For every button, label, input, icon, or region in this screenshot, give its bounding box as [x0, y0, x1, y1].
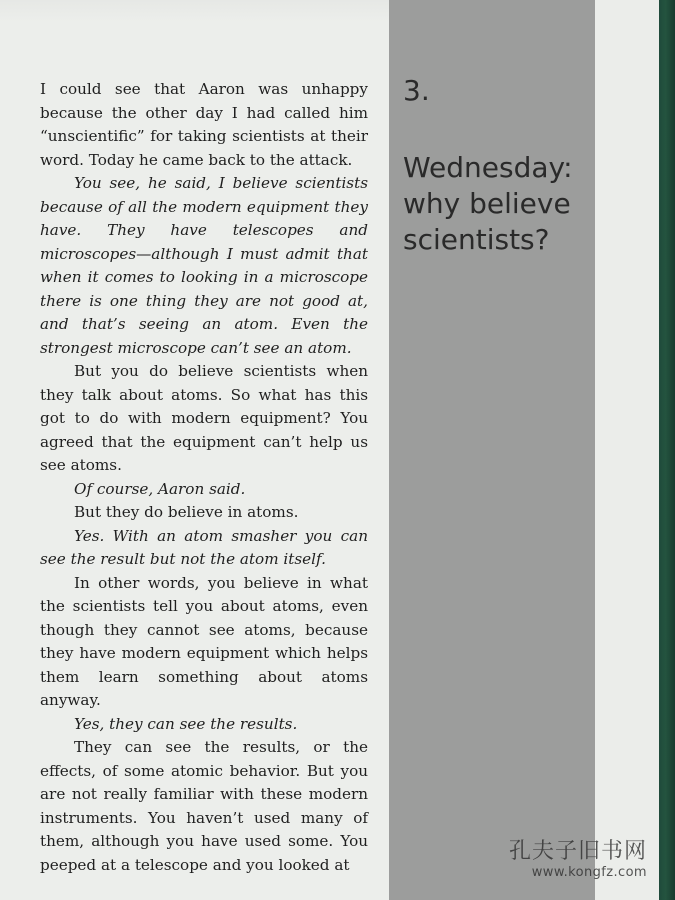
- paragraph-2-italic: You see, he said, I believe scientists because of all the modern equipment they have. They have telescopes and microscopes—although I must admit that when it comes to looking in a microscope there is one thing they are not good at, and that’s seeing an atom. Even the strongest microscope can’t see an atom.: [40, 174, 368, 357]
- watermark-chinese-text: 孔夫子旧书网: [508, 839, 647, 864]
- watermark-url: www.kongfz.com: [531, 865, 647, 880]
- book-binding-edge: [659, 0, 675, 900]
- chapter-title-line-1: Wednesday:: [403, 151, 573, 184]
- paragraph-4-italic: Of course, Aaron said.: [74, 479, 246, 498]
- watermark: [509, 840, 647, 882]
- paragraph-8-italic: Yes, they can see the results.: [74, 714, 298, 733]
- right-page-margin: [595, 0, 659, 900]
- paragraph-6-italic: Yes. With an atom smasher you can see the result but not the atom itself.: [40, 526, 368, 568]
- paragraph-3: But you do believe scientists when they talk about atoms. So what has this got to do with modern equipment? You agreed that the equipment can’t help us see atoms.: [40, 362, 368, 474]
- top-page-shadow: [0, 0, 390, 22]
- chapter-number: 3.: [403, 74, 430, 107]
- chapter-sidebar: [389, 0, 595, 900]
- chapter-title-line-3: scientists?: [403, 223, 550, 256]
- chapter-title: [403, 150, 589, 258]
- chapter-title-line-2: why believe: [403, 187, 571, 220]
- paragraph-9: They can see the results, or the effects, of some atomic behavior. But you are not really familiar with these modern instruments. You haven’t used many of them, although you have used some. You peeped at a telescope and you looked at: [40, 738, 368, 874]
- chapter-heading-block: [403, 74, 589, 258]
- paragraph-1: I could see that Aaron was unhappy because the other day I had called him “unscientific” for taking scientists at their word. Today he came back to the attack.: [40, 80, 368, 169]
- main-text-column: [40, 78, 368, 877]
- paragraph-7: In other words, you believe in what the scientists tell you about atoms, even though they cannot see atoms, because they have modern equipment which helps them learn something about atoms anyway.: [40, 573, 368, 709]
- paragraph-5: But they do believe in atoms.: [74, 503, 299, 521]
